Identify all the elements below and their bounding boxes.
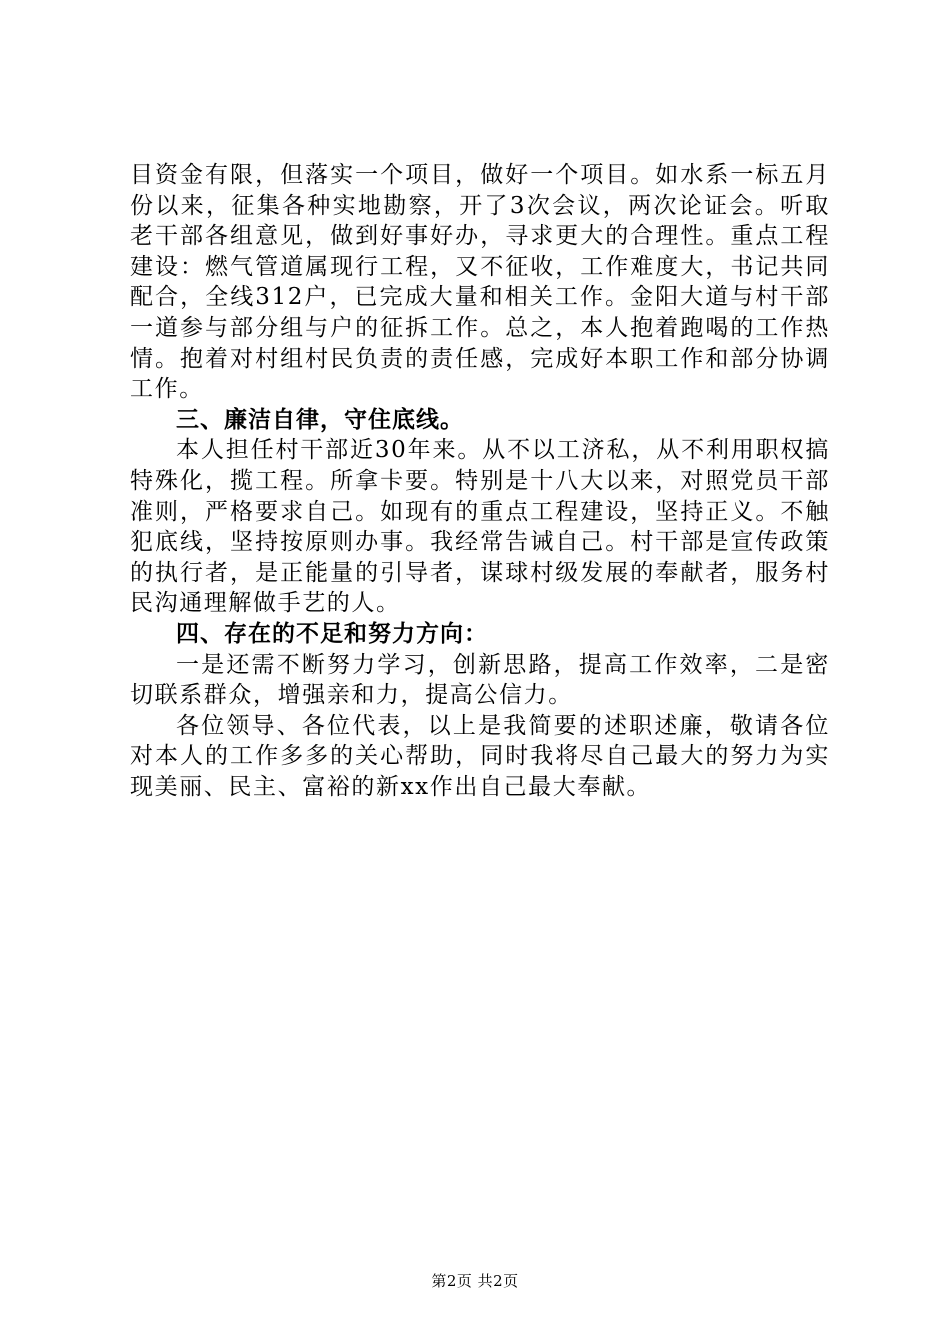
paragraph-shortcomings: 一是还需不断努力学习，创新思路，提高工作效率，二是密切联系群众，增强亲和力，提高公信力。 (130, 651, 830, 709)
document-body (130, 160, 830, 802)
section-heading-shortcomings: 四、存在的不足和努力方向： (176, 619, 488, 647)
page-footer: 第2页 共2页 (431, 1272, 519, 1290)
section-heading-integrity: 三、廉洁自律，守住底线。 (176, 405, 464, 433)
paragraph-closing: 各位领导、各位代表，以上是我简要的述职述廉，敬请各位对本人的工作多多的关心帮助，同时我将尽自己最大的努力为实现美丽、民主、富裕的新xx作出自己最大奉献。 (130, 712, 830, 800)
paragraph-integrity: 本人担任村干部近30年来。从不以工济私，从不利用职权搞特殊化，揽工程。所拿卡要。特别是十八大以来，对照党员干部准则，严格要求自己。如现有的重点工程建设，坚持正义。不触犯底线，坚持按原则办事。我经常告诫自己。村干部是宣传政策的执行者，是正能量的引导者，谋球村级发展的奉献者，服务村民沟通理解做手艺的人。 (130, 437, 830, 617)
paragraph-project-work: 目资金有限，但落实一个项目，做好一个项目。如水系一标五月份以来，征集各种实地勘察，开了3次会议，两次论证会。听取老干部各组意见，做到好事好办，寻求更大的合理性。重点工程建设：燃气管道属现行工程，又不征收，工作难度大，书记共同配合，全线312户，已完成大量和相关工作。金阳大道与村干部一道参与部分组与户的征拆工作。总之，本人抱着跑喝的工作热情。抱着对村组村民负责的责任感，完成好本职工作和部分协调工作。 (130, 162, 830, 403)
